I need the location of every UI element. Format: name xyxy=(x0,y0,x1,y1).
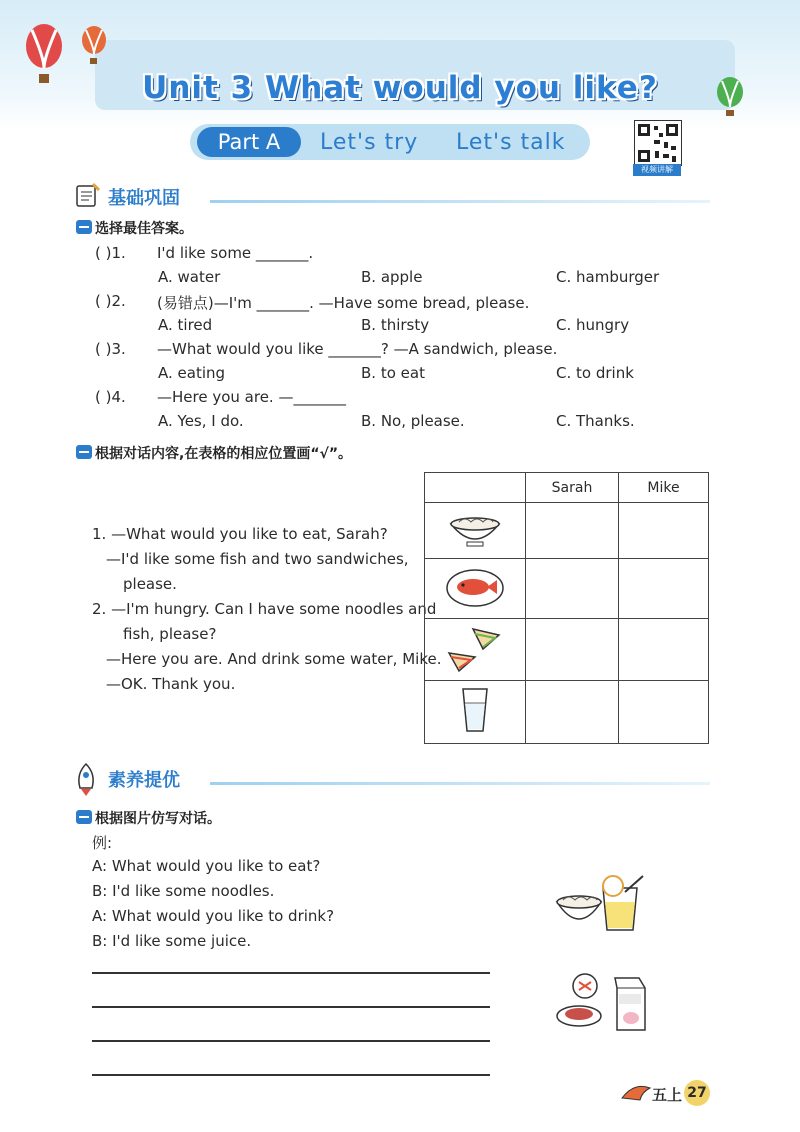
water-icon xyxy=(455,685,495,735)
mike-fish-cell[interactable] xyxy=(619,558,709,618)
unit-title: Unit 3 What would you like? xyxy=(142,70,658,106)
lesson-lets-talk: Let's talk xyxy=(456,130,566,155)
q2-instruction: 根据对话内容,在表格的相应位置画“√”。 xyxy=(95,446,353,462)
q1-stem: I'd like some _______. xyxy=(157,244,314,262)
q3-instruction: 根据图片仿写对话。 xyxy=(95,811,221,827)
q3-option-a[interactable]: A. eating xyxy=(158,364,226,382)
notebook-icon xyxy=(72,180,102,210)
q1-prefix: ( )1. xyxy=(95,244,126,262)
table-row xyxy=(425,681,709,744)
noodles-juice-icon xyxy=(555,872,650,934)
part-label: Part A xyxy=(197,127,301,157)
header-mike: Mike xyxy=(619,473,709,503)
mike-noodles-cell[interactable] xyxy=(619,503,709,559)
answer-line-4[interactable] xyxy=(92,1074,490,1076)
q2-option-c[interactable]: C. hungry xyxy=(556,316,630,334)
question-marker-icon xyxy=(76,810,92,824)
row-image-cell xyxy=(425,558,526,618)
dialogue-line: —Here you are. And drink some water, Mike. xyxy=(106,650,442,668)
section-divider xyxy=(210,782,710,785)
example-label: 例: xyxy=(92,834,113,852)
q2-option-a[interactable]: A. tired xyxy=(158,316,213,334)
q4-option-a[interactable]: A. Yes, I do. xyxy=(158,412,244,430)
table-row xyxy=(425,618,709,681)
section-basic-title: 基础巩固 xyxy=(108,188,180,209)
qr-code-icon[interactable] xyxy=(634,120,682,166)
q2-option-b[interactable]: B. thirsty xyxy=(361,316,430,334)
lesson-lets-try: Let's try xyxy=(320,130,419,155)
dialogue-line: please. xyxy=(123,575,177,593)
row-image-cell xyxy=(425,618,526,681)
table-corner xyxy=(425,473,526,503)
answer-line-1[interactable] xyxy=(92,972,490,974)
q4-option-c[interactable]: C. Thanks. xyxy=(556,412,635,430)
example-line: B: I'd like some juice. xyxy=(92,932,252,950)
row-image-cell xyxy=(425,503,526,559)
answer-line-3[interactable] xyxy=(92,1040,490,1042)
rocket-icon xyxy=(72,762,100,798)
sarah-sandwiches-cell[interactable] xyxy=(526,618,619,681)
bird-icon xyxy=(620,1080,654,1104)
example-line: A: What would you like to drink? xyxy=(92,907,335,925)
example-line: B: I'd like some noodles. xyxy=(92,882,275,900)
q1-instruction: 选择最佳答案。 xyxy=(95,221,193,237)
dialogue-line: 2. —I'm hungry. Can I have some noodles and xyxy=(92,600,437,618)
row-image-cell xyxy=(425,681,526,744)
example-line: A: What would you like to eat? xyxy=(92,857,321,875)
sarah-noodles-cell[interactable] xyxy=(526,503,619,559)
section-advanced-title: 素养提优 xyxy=(108,770,180,791)
dialogue-line: —I'd like some fish and two sandwiches, xyxy=(106,550,409,568)
q4-prefix: ( )4. xyxy=(95,388,126,406)
q3-prefix: ( )3. xyxy=(95,340,126,358)
dialogue-line: 1. —What would you like to eat, Sarah? xyxy=(92,525,388,543)
answer-line-2[interactable] xyxy=(92,1006,490,1008)
qr-caption: 视频讲解 xyxy=(633,164,681,176)
question-marker-icon xyxy=(76,445,92,459)
q3-option-c[interactable]: C. to drink xyxy=(556,364,634,382)
sarah-fish-cell[interactable] xyxy=(526,558,619,618)
noodles-icon xyxy=(445,506,505,550)
question-marker-icon xyxy=(76,220,92,234)
grade-label: 五上 xyxy=(652,1086,683,1104)
q1-option-a[interactable]: A. water xyxy=(158,268,221,286)
steak-milk-icon xyxy=(555,972,650,1034)
section-divider xyxy=(210,200,710,203)
answer-table xyxy=(424,472,709,744)
fish-icon xyxy=(443,562,507,610)
dialogue-line: fish, please? xyxy=(123,625,217,643)
q3-stem: —What would you like _______? —A sandwich, please. xyxy=(157,340,558,358)
q2-prefix: ( )2. xyxy=(95,292,126,310)
q1-option-b[interactable]: B. apple xyxy=(361,268,423,286)
mike-water-cell[interactable] xyxy=(619,681,709,744)
sarah-water-cell[interactable] xyxy=(526,681,619,744)
table-row xyxy=(425,503,709,559)
page-number: 27 xyxy=(684,1080,710,1106)
table-row xyxy=(425,558,709,618)
q3-option-b[interactable]: B. to eat xyxy=(361,364,425,382)
mike-sandwiches-cell[interactable] xyxy=(619,618,709,681)
sandwiches-icon xyxy=(443,623,507,673)
dialogue-line: —OK. Thank you. xyxy=(106,675,236,693)
q1-option-c[interactable]: C. hamburger xyxy=(556,268,660,286)
q4-stem: —Here you are. —_______ xyxy=(157,388,346,406)
q4-option-b[interactable]: B. No, please. xyxy=(361,412,465,430)
q2-stem: (易错点)—I'm _______. —Have some bread, please. xyxy=(157,294,530,312)
header-sarah: Sarah xyxy=(526,473,619,503)
